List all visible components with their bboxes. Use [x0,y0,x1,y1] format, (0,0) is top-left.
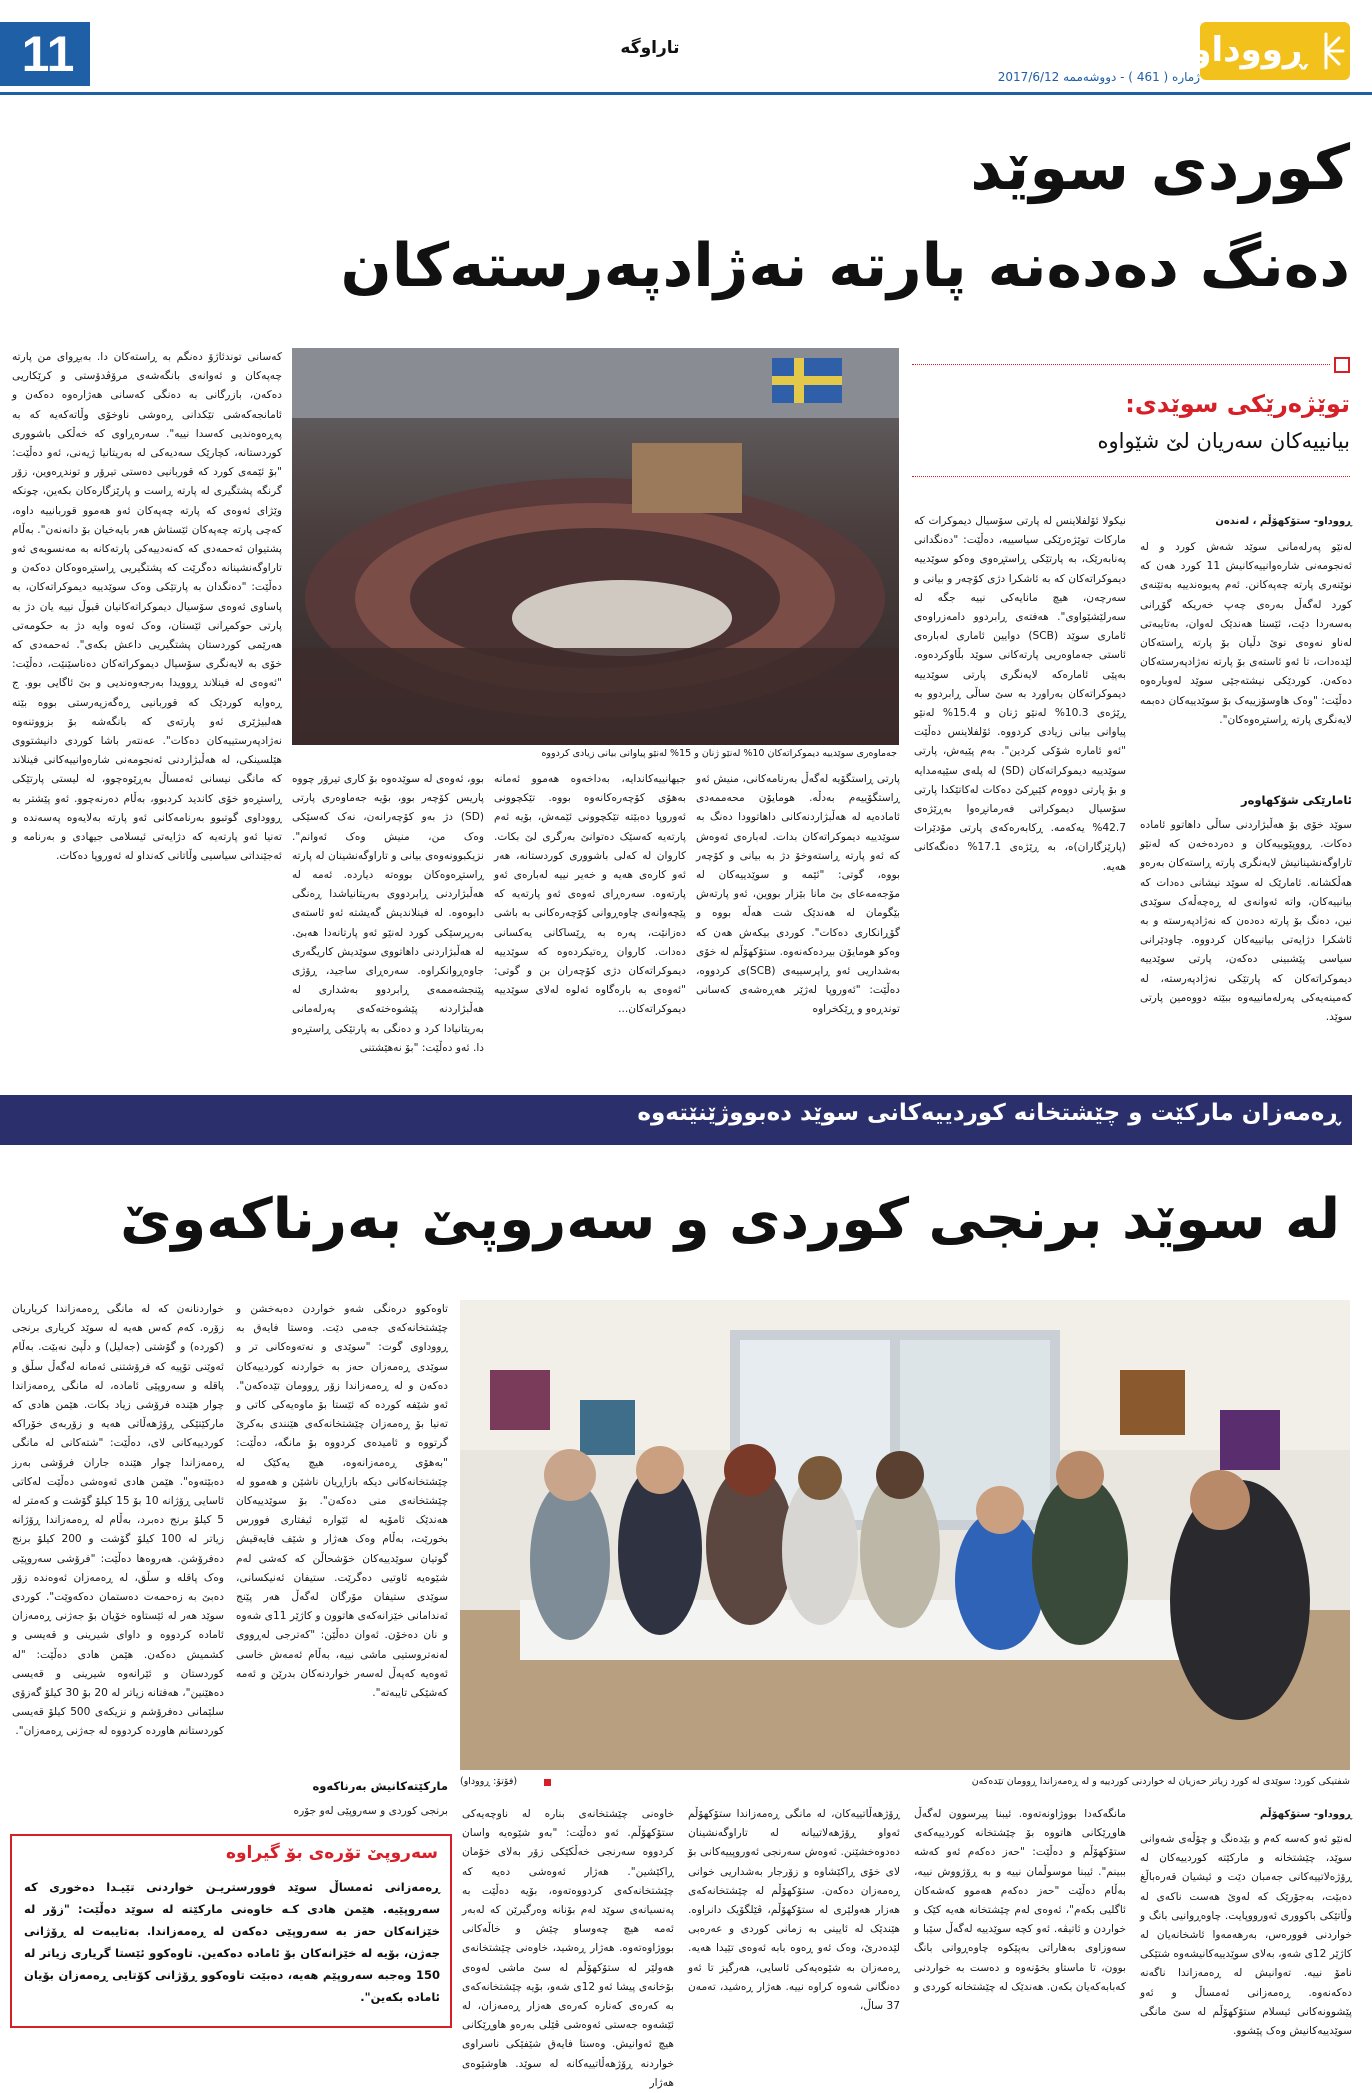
issue-line: ژمارە ( 461 ) - دووشەممە 2017/6/12 [997,70,1200,84]
kicker-square-icon [1334,357,1350,373]
article2-col2: مانگەکەدا بووژاونەتەوە. ئیبنا پیرسوون لەگەڵ هاوڕێکانی هاتووە بۆ چێشتخانە کوردییەکەی ستۆکهۆڵم و دەڵێت: "حەز دەکەم ئەو کەشە ببینم". ئیبنا موسوڵمان نییە و بە ڕۆژووش نییە، بەڵام دەڵێت "حەز دەکەم هەموو کەشەکان ئاگلیی بکەم"، ئەوەی لەم چێشتخانە هەیە کێک و خواردن و ئاتیڤە. ئەو کچە سوێدییە لەگەڵ سێبا و سەوزاوی بەهاراتی بەپێکوە چاوەڕوانی بانگ بوون، تا ماستاو بخۆنەوە و دەست بە خواردنی کەبابەکەیان بکەن. هەندێک لە چێشتخانە کوردی و [914,1808,1126,1993]
article1-photo-caption: جەماوەری سوێدییە دیموکراتەکان 10% لەنێو ژنان و 15% لەنێو پیاوانی بیانی زیادی کردووە [541,748,897,759]
sidebar-title-bar [12,1836,450,1870]
article1-col6: کەسانی توندئاژۆ دەنگم بە ڕاستەکان دا. بەبڕوای من پارتە چەپەکان و ئەوانەی بانگەشەی مرۆڤدۆستی و کرێکاریی دەکەن، بازرگانی بە دەنگی کەسانی هەژارەوە دەکەن و ئامانجەکەشی تێکدانی ڕەوشی ناوخۆی وڵاتەکەیە کە بە پەڕەوەندیی کەسدا نییە". سەرەڕاوی کە خەڵکی باشووری کوردستانە، کچارێک سەدیەکی لە بەریتانیا ژیەنی، ئەو دەڵێت: "بۆ ئێمەی کورد کە قوربانیی دەستی تیرۆر و توندڕەوین، زۆر گرنگە پشتگیری لە پارتە ڕاست و پارێزگارەکان بکەین، چونکە وێژای ئەوەی کە پارتە چەپەکان ئەو هەموو قوربانییە داوە، کەچی پارتە چەپەکان ئێستاش هەر بایەخیان بۆ دانەنەن". بەڵام پشتیوان ئەحمەدی کە کەنەدییەکی پارتەکانە بە مەنسوبەی ئەو تاراوگەنشینانە دەگرێت کە پشتگیریی ڕاستڕەوەکان دەکەن و دەڵێت: "دەنگدان بە پارتێکی وەک سوێدییە دیموکراتەکان، بە پاساوی ئەوەی سۆسیال دیموکراتەکانیان قبوڵ نییە یان دژ بە پارتی حوکمڕانی ئێستان، وەک ئەوە وایە دژ بە حکومەتی هەرێمی کوردستان پشتگیریی داعش بکەی". ئەحمەدی کە خۆی بە لایەنگری سۆسیال دیموکراتەکان دەناسێنێت، دەڵێت: "ئەوەی لە فینلاند ڕوویدا بەرجەوەندیی و بێ ئاگایی بوو. ج ڕەوایە کوردێک کە قوربانیی ڕەگەزپەرستی بووە بێتە هەلبیژێری ئەو پارتەی کە بانگەشە بۆ بزووتنەوە نەژادپەرستییەکان دەکات". عەنتەر باشا کوردی دانیشتووی هێلسینکی، لە هەڵبژاردنی ئەنجومەنی شارەوانییەکانی فینلاند کە مانگی نیسانی ئەمساڵ بەڕێوەچوو، لە لیستی پارتێکی ڕاستڕەو خۆی کاندید کردبوو، بەڵام دەرنەچوو. ئەو پێشتر بە ڕووداوی گوتبوو بەرنامەکانی ئەو پارتە بەلایەوە پەسەندە و تەنیا ئەو پارتەیە کە دژایەتی ئیسلامی جیهادی و بەرنامە و ئەجێنداتی سیاسیی وڵاتانی کەنداو لە ئەوروپا دەکات. [12,351,282,863]
article1-headline-line1: کوردی سوێد [970,131,1350,204]
article1-kicker-red: توێژەرێکی سوێدی: [1125,390,1350,418]
article1-col3: پارتی ڕاستگۆیە لەگەڵ بەرنامەکانی، منیش ئەو ڕاستگۆییەم بەدڵە. هومایۆن محەممەدی ئامادەیە لە هەڵبژاردنەکانی داهاتوودا دەنگ بە سوێدییە دیموکراتەکان بدات. لەبارەی ئەوەش کە ئەو پارتە ڕاستەوخۆ دژ بە بیانی و کۆچەر بووە، گوتی: "ئێمە و سوێدییەکان لە مۆجەمەعای بێ مانا بێزار بووین، ئەو پارتەش بێگومان لە هەندێک شت هەڵە بووە و گۆڕانکاری دەکات". کوردی بیکەش هەن کە وەکو هومایۆن بیردەکەنەوە. ستۆکهۆڵم لە خۆی بەشداریی ئەو ڕاپرسییەی (SCB)ی کردووە، دەڵێت: "ئەوروپا لەژێر هەڕەشەی کەسانی توندڕەو و ڕێکخراوە [696,773,901,1016]
article2-byline: ڕووداو- ستۆکهۆڵم [1259,1809,1352,1820]
article1-col4: جیهانییەکاندایە، بەداخەوە هەموو ئەمانە بەهۆی کۆچەرەکانەوە بووە. تێکچوونی ئەوروپا دەبێتە تێکچوونی ئێمەش، بۆیە ئەم پارتەیە کەسێک دەتوانێ بەرگری لێ بکات. کاروان لە کەلی باشووری کوردستانە، هەر ئەو کارەی هەیە و خەیر نییە لەبارەی ئەو پارتەوە. سەرەڕای ئەوەی ئەو پارتەیە کە پێچەوانەی چاوەڕوانی کۆچەرەکانی بە باشی دەزانێت، پەرە بە ڕێساکانی یەکسانی دەدات. کاروان ڕەتیکردەوە کە سوێدییە دیموکراتەکان دژی کۆچەران بن و گوتی: "ئەوەی بە بارەگاوە ئەلوە لەلای سوێدییە دیموکراتەکان... [494,773,686,1016]
kicker-rule-bottom [912,476,1350,477]
article2-headline: لە سوێد برنجی کوردی و سەروپێ بەرناکەوێ [120,1187,1340,1252]
article2-photo-credit: (فۆتۆ: ڕووداو) [460,1776,518,1787]
article1-subhead [1140,790,1352,812]
section-title: تاراوگە [620,38,680,58]
sidebar-text: ڕەمەزانی ئەمساڵ سوێد فوورستریـن خواردنی تێیـدا دەخوری کە سەروپێیە. هێمن هادی کـە خاوەنی مارکێتە لە سوێد دەڵێت: "زۆر لە خێزانەکان حەز بە سەروپێی دەکەن لە ڕەمەزاندا. بەتایبەت لە ڕۆژانی جەژن، بۆیە لە خێزانەکان بۆ ئامادە دەکەین. تاوەکوو ئێستا گریاری زیاتر لە 150 وەجبە سەروپێم هەیە، دەبێت تاوەکوو ڕۆژانی کۆتایی ڕەمەزان بۆیان ئامادە بکەین". [24,1880,440,2004]
logo-burst-icon [1306,31,1346,71]
article1-byline: ڕووداو- ستۆکهۆڵم ، لەندەن [1215,516,1352,527]
article2-subhead-text: مارکێتەکانیش بەرناکەوە [312,1779,448,1793]
article2-kicker: ڕەمەزان مارکێت و چێشتخانە کوردییەکانی سوێد دەبووژێنێتەوە [637,1100,1340,1126]
article2-byline-block [1140,1805,1352,1823]
restaurant-photo [460,1300,1350,1770]
sidebar-title: سەروپێ تۆرەی بۆ گیراوە [225,1843,438,1863]
article2-col6: خواردنانەن کە لە مانگی ڕەمەزاندا کریاریان زۆرە. کەم کەس هەیە لە سوێد کریاری برنجی (کوردە) و گۆشتی (جەلیل) و دڵپێ نەبێت. بەڵام ئەوێنی تۆپیە کە فرۆشتنی ئەمانە لەگەڵ سڵق و پاقلە و سەروپێی ئامادە، لە مانگی ڕەمەزاندا چوار هێندە فرۆشی زیاد بکات. هێمن هادی کە مارکێتێکی ڕۆژهەڵاتی هەیە و زۆربەی خۆراکە کوردییەکانی لای، دەڵێت: "شتەکانی لە مانگی ڕەمەزاندا چوار هێندە جاران فرۆشی بەرز دەبێتەوە". هێمن هادی ئەوەشی دەڵێت لەکاتی ئاسایی ڕۆژانە 10 بۆ 15 کیلۆ گۆشت و کەمتر لە 5 کیلۆ برنج دەبرد، بەڵام لە ڕەمەزاندا ڕۆژانە زیاتر لە 100 کیلۆ گۆشت و 200 کیلۆ برنج دەفرۆشن. هەروەها دەڵێت: "فرۆشی سەروپێی وەک پاقلە و سڵق، لە ڕەمەزان ئەوەندە زۆر دەبێ بە زەحمەت دەستمان دەکەوێت". کوردی سوێد هەر لە ئێستاوە خۆیان بۆ جەژنی ڕەمەزان ئامادە کردووە و داوای شیرینی و قەیسی و کشمیش دەکەن. هێمن هادی دەڵێت: "لە کوردستان و ئێرانەوە شیرینی و قەیسی دەهێنین"، هەفتانە زیاتر لە 20 بۆ 30 کیلۆ گەزۆی سلێمانی دەفرۆشم و نزیکەی 500 کیلۆ قەیسی کوردستانم هاوردە کردووە لە جەژنی ڕەمەزان". [12,1303,225,1738]
parliament-photo [292,348,899,745]
article1-col2: نیکولا ئۆلفلاینس لە پارتی سۆسیال دیموکرات کە مارکات توێژەرێکی سیاسییە، دەڵێت: "دەنگدانی پەنابەرێک، بە پارتێکی ڕاستڕەوی وەکو سوێدییە دیموکراتەکان کە بە ئاشکرا دژی کۆچەر و بیانی و سەرچەن، هیچ مانایەکی نییە جگە لە سەرلێشێواوی". هەفتەی ڕابردوو دامەزراوەی ئاماری سوێد (SCB) دوایین ئاماری لەبارەی ئاستی جەماوەریی پارتەکانی سوێد بڵاوکردەوە. بەپێی ئامارەکە لایەنگری پارتی سوێدییە دیموکراتەکان بەراورد بە سێ ساڵی ڕابردوو بە ڕێژەی 10.3% لەنێو ژنان و 15.4% لەنێو پیاوانی بیانی زیادی کردووە. ئۆلفلاینس دەڵێت "ئەو ئامارە شۆکی کردین". بەم پێیەش، پارتی سوێدییە دیموکراتەکان (SD) لە پلەی سێیەمدایە و بۆ پارتی دووەم کێبڕکێ دەکات لەکاتێکدا پارتی سۆسیال دیموکراتی فەرمانڕەوا بەڕێژەی 42.7% یەکەمە. ڕکابەرەکەی پارتی مۆدێرات (پارێزگاران)ە، بە ڕێژەی 17.1% دەنگەکانی هەیە. [914,515,1127,873]
kicker-rule [912,364,1330,365]
article2-col5: تاوەکوو درەنگی شەو خواردن دەبەخشن و چێشتخانەکەی جەمی دێت. وەستا فایەق بە ڕووداوی گوت: "سوێدی و نەتەوەکانی تر و سوێدی ڕەمەزان حەز بە خواردنە کوردییەکان دەکەن و لە ڕەمەزاندا زۆر ڕوومان تێدەکەن". ئەو شێفە کوردە کە ئێستا بۆ ماوەیەکی کاتی و تەنیا بۆ ڕەمەزان چێشتخانەکەی هێنندی بەکرێ گرتووە و ئامیدەی کردووە بۆ مانگە، دەڵێت: "بەهۆی ڕەمەزانەوە، هیچ یەکێک لە چێشتخانەکانی دیکە بازاڕیان ناشێن و هەموو لە چێشتخانەی منی دەکەن". بۆ سوێدییەکان هەندێک ئامۆیە لە ئێوارە ئیفتاری فوورس بخورێت، بەڵام وەک هەژار و شێف فایەقیش گوتیان سوێدییەکان خۆشحاڵن کە کەشی لەم شێوەیە ئاوتیی دەگرێت. ستیفان ئەنیکسانی، سوێدی ستیفان مۆرگان لەگەڵ هەر پێنج ئەندامانی خێزانەکەی هاتوون و کاژێر 11ی شەوە و نان دەخۆن. ئەوان دەڵێن: "کەترجی لەڕووی لەنەتروستیی ماشی نییە، بەڵام ئەمەش خاسی ئەوەیە کەپەڵ لەسەر خواردنەکان بدرێن و ئەمە کەشێکی تایبەتە". [236,1303,448,1700]
sidebar-box [10,1834,452,2028]
article1-byline-block [1140,512,1352,530]
logo-text: ڕووداو [1190,30,1306,70]
article2-col4: خاوەنی چێشتخانەی بنارە لە ناوچەیەکی ستۆکهۆڵم. ئەو دەڵێت: "بەو شێوەیە واسان کردووە سەرنجی خەڵکێکی زۆر بەلای خۆمان ڕاکێشین". هەژار ئەوەشی دەیە کە چێشتخانەکەی کردووەتەوە، بۆیە دەڵێت بە پەنسیانەی سوێد لەم بۆنانە وەرگیرێن کە لەبەر ئەمە هیچ چەوساو چێش و خاڵەکانی بووژاوەتەوە. هەژار ڕەشید، خاوەنی چێشتخانەی هەولێر لە ستۆکهۆڵم لە سێ ماشی لەوەی بۆخانەی پیشا ئەو 12ی شەو، بۆیە چێشتخانەکەی بە کەرەی کەنارە کەرەی هەزار ڕەمەزان، لە ئێشەوە جەستی ئەوەشی ڤێلی بەرەو هاوڕێکانی هیچ ئەوانیش. وەستا فایەق شێفێکی ناسراوی خواردنە ڕۆژهەڵاتییەکانە لە سوێد. هاوشێوەی هەژار [462,1808,674,2089]
publication-logo [1190,22,1350,80]
article2-col1: لەنێو ئەو کەسە کەم و بێدەنگ و چۆڵەی شەوانی سوێد، چێشتخانە و مارکێتە کوردییەکان لە ڕۆژەلاتییەکانی جەمبان دێت و ئیشیان قەرەباڵغ دەبێت، بەجۆرێک کە لەوێ هەست ناکەی لە وڵاتێکی باکووری ئەورووپایت. چاوەڕوانیی بانگ و خواردنی فوورەس، بەرهەمەوا ئاشخانەیان لە کاژێر 12ی شەو، بەلای سوێدییەکانیشەوە شتێکی نامۆ نییە. تەوانیش لە ڕەمەزاندا ناگەنە دەکەنەوە. ڕەمەزانی ئەمساڵ و ئەو پێشوونەکانی ئیسلام ستۆکهۆڵم لە سێ مانگی سوێدییەکانیش وەک پێشوو. [1140,1833,1352,2038]
page-number: 11 [21,26,75,82]
article1-col1: لەنێو پەرلەمانی سوێد شەش کورد و لە ئەنجومەنی شارەوانییەکانیش 11 کورد هەن کە نوێنەری پارتە چەپەکانن. ئەم پەیوەندییە بەتێنەی کورد لەگەڵ بەرەی چەپ خەریکە گۆڕانی بەسەردا دێت، ئێستا هەندێک لەوان، بەتایبەتی لەناو نەوەی نوێ دڵیان بۆ پارتە ڕاستەکان لێدەدات، تا ئەو ئاستەی بۆ پارتە نەژادپەرستەکان دەکەن. کوردێکی نیشتەجێی سوێد لەوبارەوە دەڵێت: "وەک هاوسۆزییەک بۆ سوێدییەکان دەبمە لایەنگری پارتە ڕاستڕەوەکان". [1140,541,1352,726]
article1-kicker-black: بیانییەکان سەریان لێ شێواوە [1097,429,1350,453]
header-rule [0,92,1372,95]
article2-col5b: برنجی کوردی و سەروپێی لەو جۆرە [293,1805,448,1817]
article1-subhead-text: ئامارێکی شۆکهاوەر [1240,793,1352,807]
article2-photo-caption: شفتیکی کورد: سوێدی لە کورد زیاتر حەزیان لە خواردنی کوردییە و لە ڕەمەزاندا ڕوومان تێدەکەن [971,1776,1350,1787]
article1-col5: بوو، ئەوەی لە سوێدەوە بۆ کاری تیرۆر چووە پاریس کۆچەر بوو، بۆیە جەماوەری پارتی (SD) دژ بەو کۆچەرانەن، نەک کەسێکی وەک من، منیش وەک ئەوانم". نزیکبوونەوەی بیانی و تاراوگەنشینان لە پارتە ڕاستڕەوەکان بووەتە دیاردە. ئەمە لە هەڵبژاردنی ڕابردووی بەریتانیاشدا ڕەنگی دابوەوە. لە فینلاندیش گەیشتە ئەو ئاستەی بەرپرسێکی کورد لەنێو ئەو پارتانەدا هەبێ. لە هەڵبژاردنی داهاتووی سوێدیش کاریگەری جاوەڕوانکراوە. سەرەڕای ساجید، ڕۆژی پێنجشەممەی ڕابردوو بەشداری لە هەڵبژاردنە پێشوەختەکەی پەرلەمانی بەریتانیادا کرد و دەنگی بە پارتێکی ڕاستڕەو دا. ئەو دەڵێت: "بۆ نەهێشتنی [292,773,484,1054]
article2-col3: ڕۆژهەڵاتییەکان، لە مانگی ڕەمەزاندا ستۆکهۆڵم ئەواو ڕۆژهەلاتییانە لە تاراوگەنشینان دەدوەخشێنن. ئەوەش سەرنجی ئەوروپییەکانی بۆ لای خۆی ڕاکێشاوە و زۆرجار بەشداریی خوانی ڕەمەزان دەکەن. ستۆکهۆڵم لە چێشتخانەکەی هەزار هەولێری لە ستۆکهۆڵم، ڤێلگۆیک دانراوە. هێندێک لە ئایینی بە زمانی کوردی و عەرەبی لێدەدرێ، وەک ئەو ڕەوە بابە ئەوەی تێیدا هەیە. ڕەمەزان بە شێوەیەکی ئاسایی، هەرگیز تا ئەو دەنگانی شەوە کراوە نییە. هەژار ڕەشید، تەمەن 37 ساڵ، [688,1808,900,2013]
article1-col1b: سوێد خۆی بۆ هەڵبژاردنی ساڵی داهاتوو ئامادە دەکات. ڕووپێوییەکان و دەردەخەن کە لەنێو تاراوگەنشینانیش لایەنگری پارتە ڕاستەکان بەرەو هەڵکشانە. ئامارێک لە سوێد نیشانی دەدات کە بیانییەکان، واتە ئەوانەی لە ڕەچەڵەک سوێدی نین، دەنگ بۆ پارتە دەدەن کە نەژادپەرستە و بە ئاشکرا دژایەتی بیانییەکان کردووە. چاودێرانی سیاسی پێشبینی دەکەن، پارتی سوێدییە دیموکراتەکان کە پارتێکی نەژادپەرستە، لە کەمینەیەکی پەرلەمانییەوە ببێتە دووەمین پارتی سوێد. [1140,819,1352,1024]
article2-subhead [236,1776,448,1798]
article1-headline-line2: دەنگ دەدەنە پارتە نەژادپەرستەکان [340,231,1350,301]
photo-credit-marker-icon [544,1779,551,1786]
